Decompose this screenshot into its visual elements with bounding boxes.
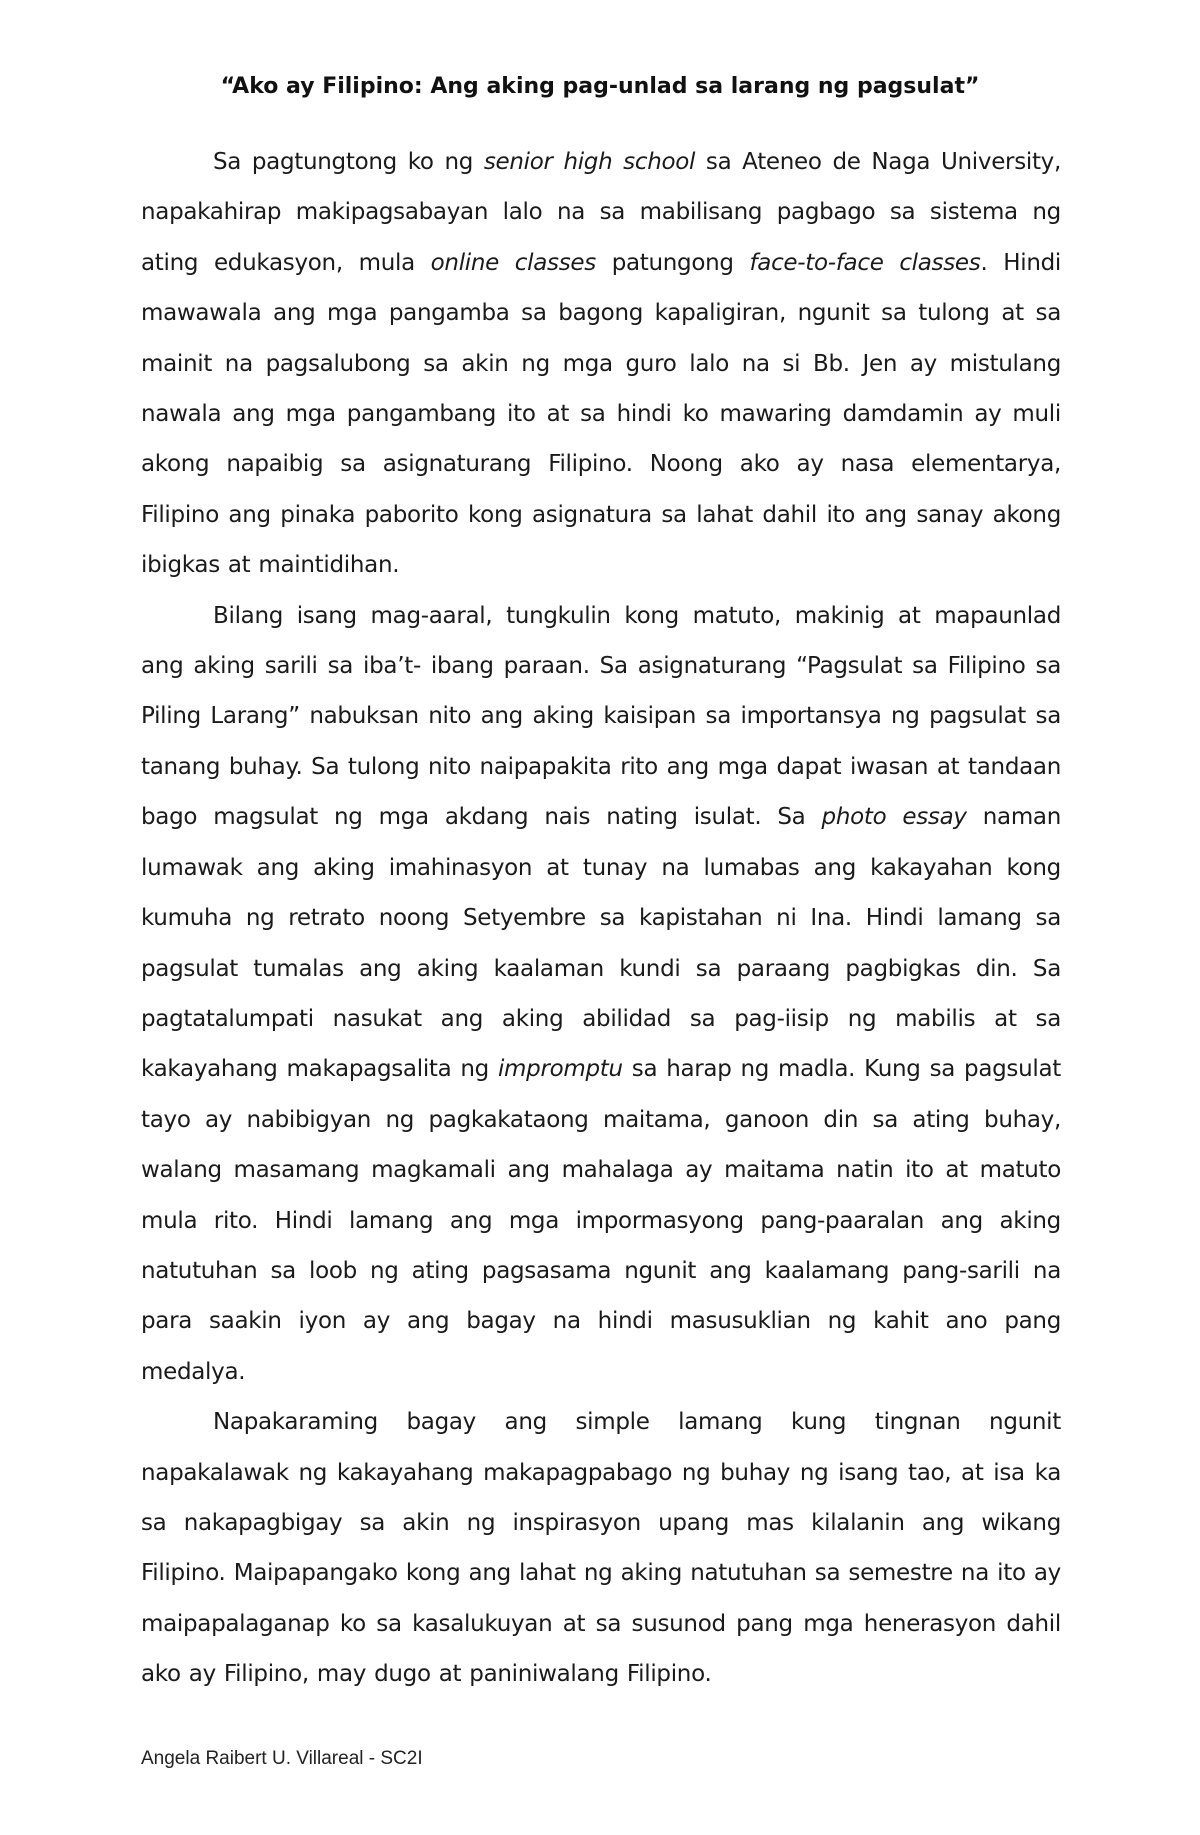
text-run: naman lumawak ang aking imahinasyon at tunay na lumabas ang kakayahan kong kumuha ng retrato noong Setyembre sa kapistahan ni Ina. Hindi lamang sa pagsulat tumalas ang aking kaalaman kundi sa paraang pagbigkas din. Sa pagtatalumpati nasukat ang aking abilidad sa pag-iisip ng mabilis at sa kakayahang makapagsalita ng xyxy=(141,804,1061,1083)
italic-text-run: impromptu xyxy=(497,1056,623,1083)
document-title: “Ako ay Filipino: Ang aking pag-unlad sa larang ng pagsulat” xyxy=(220,74,980,99)
text-run: sa Ateneo de Naga University, napakahirap makipagsabayan lalo na sa mabilisang pagbago sa sistema ng ating edukasyon, mula xyxy=(141,149,1062,276)
author-footer: Angela Raibert U. Villareal - SC2I xyxy=(141,1748,423,1769)
text-run: Bilang isang mag-aaral, tungkulin kong matuto, makinig at mapaunlad ang aking sarili sa iba’t- ibang paraan. Sa asignaturang “Pagsulat sa Filipino sa Piling Larang” nabuksan nito ang aking kaisipan sa importansya ng pagsulat sa tanang buhay. Sa tulong nito naipapakita rito ang mga dapat iwasan at tandaan bago magsulat ng mga akdang nais nating isulat. Sa xyxy=(141,602,1061,831)
text-run: patungong xyxy=(595,249,750,276)
paragraph-2 xyxy=(141,591,1061,1398)
italic-text-run: online classes xyxy=(430,249,596,276)
essay-body xyxy=(141,137,1061,1700)
paragraph-1 xyxy=(141,137,1061,591)
text-run: sa harap ng madla. Kung sa pagsulat tayo ay nabibigyan ng pagkakataong maitama, ganoon din sa ating buhay, walang masamang magkamali ang mahalaga ay maitama natin ito at matuto mula rito. Hindi lamang ang mga impormasyong pang-paaralan ang aking natutuhan sa loob ng ating pagsasama ngunit ang kaalamang pang-sarili na para saakin iyon ay ang bagay na hindi masusuklian ng kahit ano pang medalya. xyxy=(141,1056,1061,1385)
italic-text-run: face-to-face classes xyxy=(749,249,981,276)
text-run: Sa pagtungtong ko ng xyxy=(213,149,484,175)
italic-text-run: photo essay xyxy=(821,804,967,831)
text-run: Napakaraming bagay ang simple lamang kung tingnan ngunit napakalawak ng kakayahang makapagpabago ng buhay ng isang tao, at isa ka sa nakapagbigay sa akin ng inspirasyon upang mas kilalanin ang wikang Filipino. Maipapangako kong ang lahat ng aking natutuhan sa semestre na ito ay maipapalaganap ko sa kasalukuyan at sa susunod pang mga henerasyon dahil ako ay Filipino, may dugo at paniniwalang Filipino. xyxy=(141,1409,1061,1688)
paragraph-3 xyxy=(141,1397,1061,1699)
text-run: . Hindi mawawala ang mga pangamba sa bagong kapaligiran, ngunit sa tulong at sa mainit na pagsalubong sa akin ng mga guro lalo na si Bb. Jen ay mistulang nawala ang mga pangambang ito at sa hindi ko mawaring damdamin ay muli akong napaibig sa asignaturang Filipino. Noong ako ay nasa elementarya, Filipino ang pinaka paborito kong asignatura sa lahat dahil ito ang sanay akong ibigkas at maintidihan. xyxy=(141,249,1061,579)
italic-text-run: senior high school xyxy=(483,149,696,175)
